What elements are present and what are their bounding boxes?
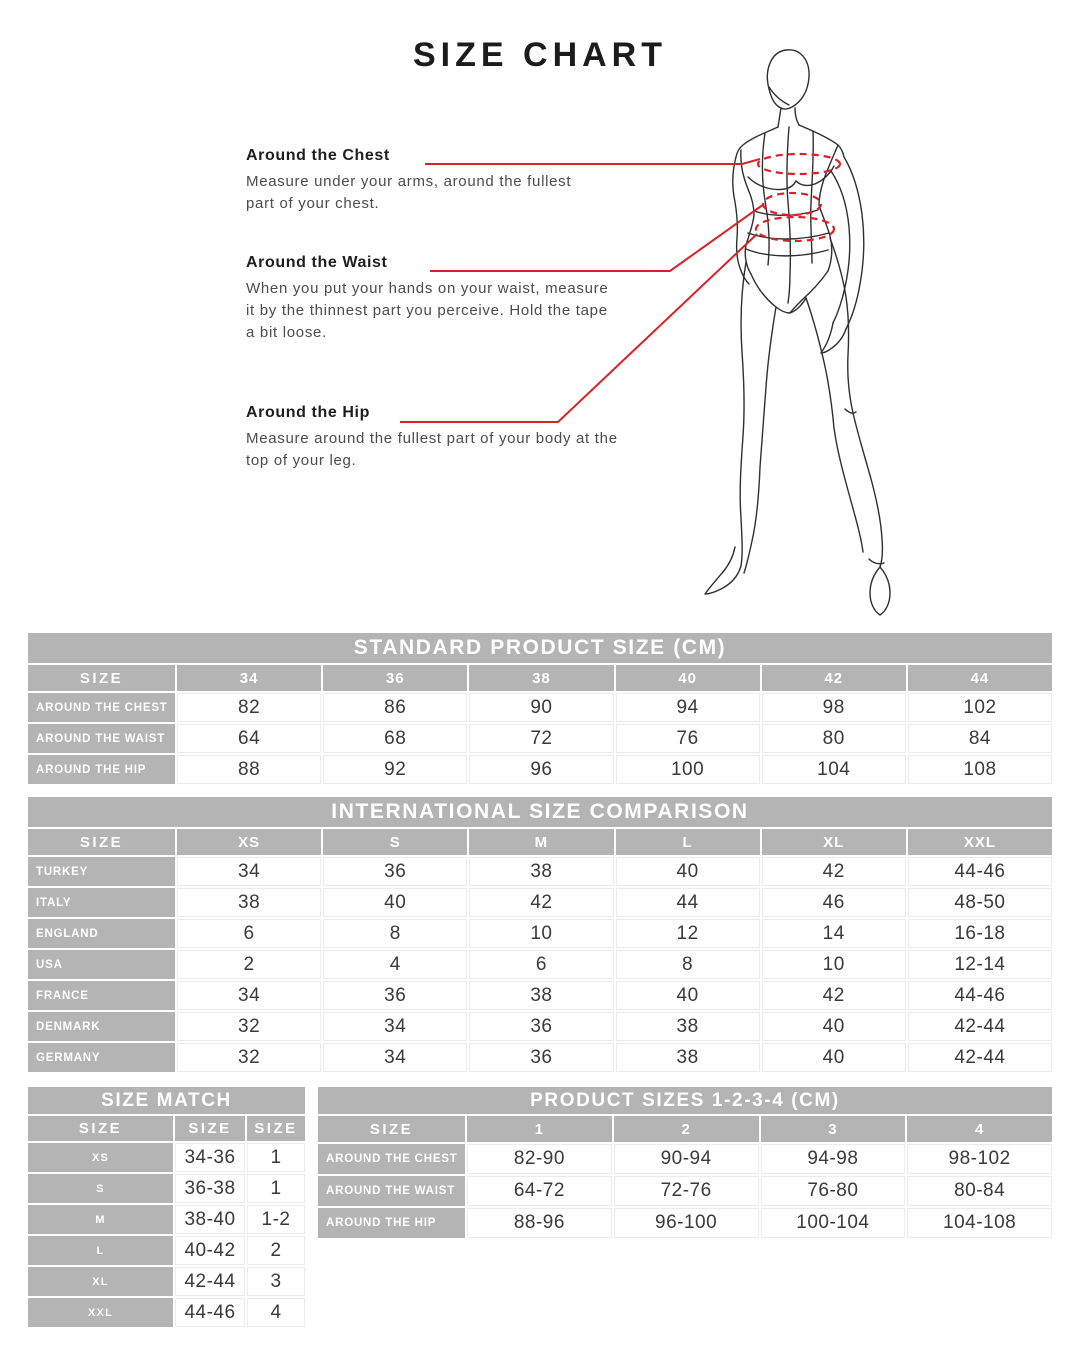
size-cell: 40 xyxy=(616,981,760,1010)
column-header: 36 xyxy=(323,665,467,691)
column-header: SIZE xyxy=(28,1116,173,1141)
row-label: AROUND THE HIP xyxy=(318,1208,465,1238)
column-header: XS xyxy=(177,829,321,855)
size-cell: 42-44 xyxy=(908,1012,1052,1041)
corner-header: SIZE xyxy=(28,665,175,691)
size-cell: 96-100 xyxy=(614,1208,759,1238)
size-cell: 42 xyxy=(762,857,906,886)
column-header: 42 xyxy=(762,665,906,691)
size-cell: 88-96 xyxy=(467,1208,612,1238)
row-label: AROUND THE HIP xyxy=(28,755,175,784)
row-label: S xyxy=(28,1174,173,1203)
column-header: L xyxy=(616,829,760,855)
figure-outline xyxy=(705,50,890,615)
size-cell: 38 xyxy=(177,888,321,917)
table-title: SIZE MATCH xyxy=(28,1087,305,1114)
size-cell: 76-80 xyxy=(761,1176,906,1206)
column-header: 44 xyxy=(908,665,1052,691)
table-title: STANDARD PRODUCT SIZE (CM) xyxy=(28,633,1052,663)
size-cell: 100-104 xyxy=(761,1208,906,1238)
chest-measure-ellipse xyxy=(758,154,840,174)
size-cell: 44 xyxy=(616,888,760,917)
size-cell: 80 xyxy=(762,724,906,753)
size-cell: 102 xyxy=(908,693,1052,722)
size-cell: 98 xyxy=(762,693,906,722)
annotation-hip xyxy=(246,404,618,472)
size-cell: 42 xyxy=(762,981,906,1010)
size-cell: 44-46 xyxy=(908,857,1052,886)
size-cell: 90 xyxy=(469,693,613,722)
column-header: XL xyxy=(762,829,906,855)
size-cell: 98-102 xyxy=(907,1144,1052,1174)
size-cell: 6 xyxy=(469,950,613,979)
column-header: 1 xyxy=(467,1116,612,1142)
table-title: PRODUCT SIZES 1-2-3-4 (CM) xyxy=(318,1087,1052,1114)
annotation-waist xyxy=(246,254,618,344)
corner-header: SIZE xyxy=(318,1116,465,1142)
size-cell: 80-84 xyxy=(907,1176,1052,1206)
table-title: INTERNATIONAL SIZE COMPARISON xyxy=(28,797,1052,827)
size-cell: 38 xyxy=(469,857,613,886)
size-cell: 42 xyxy=(469,888,613,917)
column-header: M xyxy=(469,829,613,855)
corner-header: SIZE xyxy=(28,829,175,855)
size-cell: 44-46 xyxy=(908,981,1052,1010)
waist-measure-ellipse xyxy=(763,193,821,215)
size-cell: 40 xyxy=(323,888,467,917)
size-cell: 88 xyxy=(177,755,321,784)
size-cell: 1 xyxy=(247,1143,305,1172)
column-header: SIZE xyxy=(247,1116,305,1141)
column-header: 2 xyxy=(614,1116,759,1142)
annotation-chest xyxy=(246,147,618,215)
size-cell: 76 xyxy=(616,724,760,753)
size-cell: 12 xyxy=(616,919,760,948)
row-label: XXL xyxy=(28,1298,173,1327)
size-cell: 34 xyxy=(177,981,321,1010)
size-cell: 10 xyxy=(469,919,613,948)
size-cell: 36 xyxy=(469,1012,613,1041)
row-label: AROUND THE WAIST xyxy=(318,1176,465,1206)
size-cell: 72 xyxy=(469,724,613,753)
size-cell: 2 xyxy=(247,1236,305,1265)
size-cell: 64 xyxy=(177,724,321,753)
size-cell: 84 xyxy=(908,724,1052,753)
size-cell: 38 xyxy=(616,1043,760,1072)
size-cell: 32 xyxy=(177,1012,321,1041)
size-cell: 82 xyxy=(177,693,321,722)
row-label: DENMARK xyxy=(28,1012,175,1041)
size-cell: 40 xyxy=(616,857,760,886)
size-cell: 94 xyxy=(616,693,760,722)
size-cell: 38 xyxy=(616,1012,760,1041)
size-cell: 42-44 xyxy=(908,1043,1052,1072)
row-label: AROUND THE WAIST xyxy=(28,724,175,753)
size-cell: 104-108 xyxy=(907,1208,1052,1238)
size-cell: 46 xyxy=(762,888,906,917)
size-cell: 48-50 xyxy=(908,888,1052,917)
size-cell: 1-2 xyxy=(247,1205,305,1234)
size-cell: 86 xyxy=(323,693,467,722)
size-cell: 82-90 xyxy=(467,1144,612,1174)
column-header: 34 xyxy=(177,665,321,691)
size-cell: 64-72 xyxy=(467,1176,612,1206)
row-label: FRANCE xyxy=(28,981,175,1010)
international-size-table xyxy=(28,797,1052,1072)
size-cell: 42-44 xyxy=(175,1267,245,1296)
product-sizes-table xyxy=(318,1087,1052,1238)
row-label: GERMANY xyxy=(28,1043,175,1072)
column-header: 40 xyxy=(616,665,760,691)
annotation-description: Measure around the fullest part of your body at the top of your leg. xyxy=(246,430,618,469)
row-label: L xyxy=(28,1236,173,1265)
size-cell: 44-46 xyxy=(175,1298,245,1327)
size-cell: 38 xyxy=(469,981,613,1010)
row-label: M xyxy=(28,1205,173,1234)
row-label: AROUND THE CHEST xyxy=(318,1144,465,1174)
row-label: XS xyxy=(28,1143,173,1172)
size-cell: 12-14 xyxy=(908,950,1052,979)
size-cell: 100 xyxy=(616,755,760,784)
size-cell: 38-40 xyxy=(175,1205,245,1234)
size-cell: 34 xyxy=(323,1043,467,1072)
size-cell: 4 xyxy=(323,950,467,979)
size-cell: 16-18 xyxy=(908,919,1052,948)
size-cell: 94-98 xyxy=(761,1144,906,1174)
row-label: ENGLAND xyxy=(28,919,175,948)
size-cell: 2 xyxy=(177,950,321,979)
size-cell: 10 xyxy=(762,950,906,979)
size-cell: 4 xyxy=(247,1298,305,1327)
column-header: SIZE xyxy=(175,1116,245,1141)
column-header: 3 xyxy=(761,1116,906,1142)
column-header: 38 xyxy=(469,665,613,691)
size-cell: 8 xyxy=(323,919,467,948)
size-match-table xyxy=(28,1087,305,1327)
size-cell: 1 xyxy=(247,1174,305,1203)
size-cell: 34-36 xyxy=(175,1143,245,1172)
standard-product-size-table xyxy=(28,633,1052,784)
column-header: 4 xyxy=(907,1116,1052,1142)
size-cell: 92 xyxy=(323,755,467,784)
size-cell: 3 xyxy=(247,1267,305,1296)
row-label: XL xyxy=(28,1267,173,1296)
annotation-heading: Around the Waist xyxy=(246,254,388,271)
annotation-description: When you put your hands on your waist, measure it by the thinnest part you perceive. Hold the tape a bit loose. xyxy=(246,280,609,341)
size-cell: 32 xyxy=(177,1043,321,1072)
row-label: USA xyxy=(28,950,175,979)
size-cell: 34 xyxy=(177,857,321,886)
annotation-heading: Around the Hip xyxy=(246,404,370,421)
annotation-description: Measure under your arms, around the fullest part of your chest. xyxy=(246,173,572,212)
row-label: TURKEY xyxy=(28,857,175,886)
column-header: S xyxy=(323,829,467,855)
size-cell: 40 xyxy=(762,1012,906,1041)
size-cell: 36 xyxy=(469,1043,613,1072)
size-cell: 96 xyxy=(469,755,613,784)
size-cell: 90-94 xyxy=(614,1144,759,1174)
size-cell: 34 xyxy=(323,1012,467,1041)
size-cell: 36-38 xyxy=(175,1174,245,1203)
size-cell: 40 xyxy=(762,1043,906,1072)
size-cell: 14 xyxy=(762,919,906,948)
size-cell: 68 xyxy=(323,724,467,753)
size-cell: 8 xyxy=(616,950,760,979)
size-cell: 108 xyxy=(908,755,1052,784)
column-header: XXL xyxy=(908,829,1052,855)
size-cell: 72-76 xyxy=(614,1176,759,1206)
annotation-heading: Around the Chest xyxy=(246,147,390,164)
size-cell: 104 xyxy=(762,755,906,784)
row-label: ITALY xyxy=(28,888,175,917)
size-cell: 40-42 xyxy=(175,1236,245,1265)
page-title: SIZE CHART xyxy=(413,36,667,74)
size-cell: 6 xyxy=(177,919,321,948)
row-label: AROUND THE CHEST xyxy=(28,693,175,722)
size-cell: 36 xyxy=(323,857,467,886)
size-cell: 36 xyxy=(323,981,467,1010)
